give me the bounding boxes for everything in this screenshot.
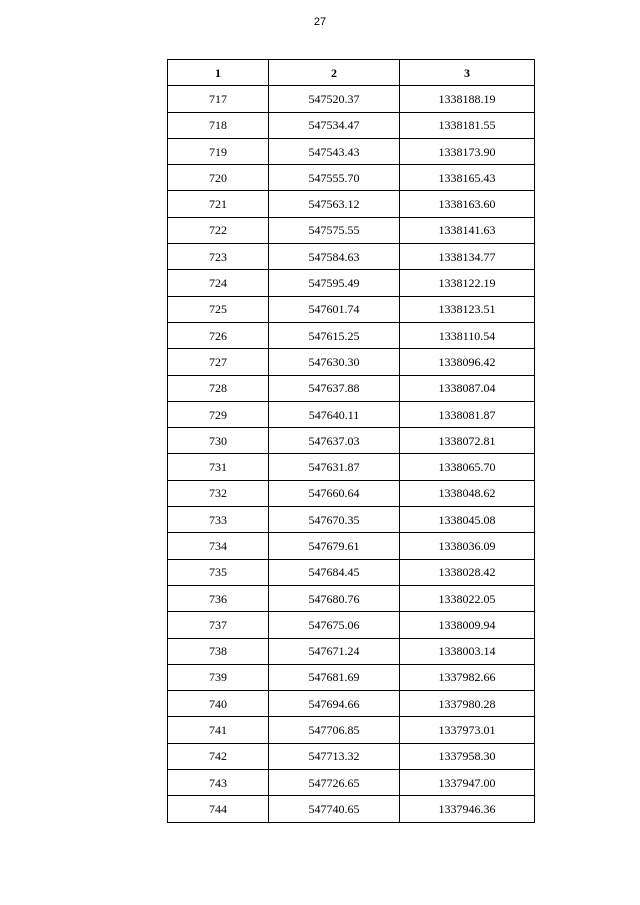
table-header [168, 60, 535, 86]
table-row [168, 638, 535, 664]
table-cell-col-2: 547679.61 [269, 533, 400, 559]
table-cell-col-2: 547615.25 [269, 322, 400, 348]
table-row [168, 612, 535, 638]
table-cell-col-3: 1338123.51 [400, 296, 535, 322]
table-row [168, 322, 535, 348]
table-row [168, 664, 535, 690]
table-cell-col-3: 1338134.77 [400, 244, 535, 270]
table-row [168, 401, 535, 427]
table-cell-col-1: 733 [168, 507, 269, 533]
table-cell-col-1: 740 [168, 691, 269, 717]
table-cell-col-3: 1338173.90 [400, 138, 535, 164]
table-cell-col-2: 547660.64 [269, 480, 400, 506]
table-cell-col-2: 547543.43 [269, 138, 400, 164]
table-cell-col-2: 547671.24 [269, 638, 400, 664]
table-cell-col-2: 547601.74 [269, 296, 400, 322]
table-cell-col-3: 1338009.94 [400, 612, 535, 638]
table-cell-col-1: 739 [168, 664, 269, 690]
table-cell-col-3: 1337947.00 [400, 770, 535, 796]
table-row [168, 375, 535, 401]
header-row [168, 60, 535, 86]
table-cell-col-3: 1338181.55 [400, 112, 535, 138]
table-cell-col-2: 547694.66 [269, 691, 400, 717]
table-cell-col-3: 1338081.87 [400, 401, 535, 427]
table-cell-col-3: 1337980.28 [400, 691, 535, 717]
table-cell-col-2: 547680.76 [269, 585, 400, 611]
table-cell-col-1: 734 [168, 533, 269, 559]
table-cell-col-3: 1338163.60 [400, 191, 535, 217]
table-cell-col-1: 735 [168, 559, 269, 585]
table-cell-col-2: 547637.88 [269, 375, 400, 401]
table-cell-col-2: 547520.37 [269, 86, 400, 112]
table-row [168, 507, 535, 533]
table-cell-col-2: 547555.70 [269, 165, 400, 191]
table-cell-col-2: 547684.45 [269, 559, 400, 585]
table-row [168, 270, 535, 296]
table-cell-col-2: 547713.32 [269, 743, 400, 769]
table-cell-col-1: 744 [168, 796, 269, 822]
table-cell-col-3: 1338188.19 [400, 86, 535, 112]
table-row [168, 165, 535, 191]
table-body [168, 86, 535, 822]
table-cell-col-1: 720 [168, 165, 269, 191]
table-cell-col-1: 725 [168, 296, 269, 322]
column-header-3: 3 [400, 60, 535, 86]
table-cell-col-2: 547595.49 [269, 270, 400, 296]
table-row [168, 244, 535, 270]
table-cell-col-3: 1338022.05 [400, 585, 535, 611]
coordinates-table [167, 59, 535, 823]
table-cell-col-3: 1338048.62 [400, 480, 535, 506]
table-cell-col-1: 724 [168, 270, 269, 296]
table-cell-col-2: 547637.03 [269, 428, 400, 454]
table-cell-col-3: 1337958.30 [400, 743, 535, 769]
table-cell-col-1: 741 [168, 717, 269, 743]
table-row [168, 349, 535, 375]
table-cell-col-2: 547740.65 [269, 796, 400, 822]
table-cell-col-3: 1337982.66 [400, 664, 535, 690]
table-cell-col-1: 732 [168, 480, 269, 506]
table-row [168, 86, 535, 112]
table-cell-col-1: 743 [168, 770, 269, 796]
table-cell-col-1: 728 [168, 375, 269, 401]
table-row [168, 691, 535, 717]
table-row [168, 296, 535, 322]
table-row [168, 717, 535, 743]
table-cell-col-1: 729 [168, 401, 269, 427]
table-cell-col-3: 1338141.63 [400, 217, 535, 243]
table-row [168, 480, 535, 506]
table-cell-col-2: 547706.85 [269, 717, 400, 743]
table-cell-col-2: 547726.65 [269, 770, 400, 796]
table-cell-col-3: 1338028.42 [400, 559, 535, 585]
table-cell-col-1: 717 [168, 86, 269, 112]
table-cell-col-3: 1338087.04 [400, 375, 535, 401]
table-row [168, 796, 535, 822]
table-cell-col-1: 730 [168, 428, 269, 454]
table-cell-col-2: 547681.69 [269, 664, 400, 690]
table-cell-col-1: 721 [168, 191, 269, 217]
table-row [168, 454, 535, 480]
table-cell-col-3: 1338122.19 [400, 270, 535, 296]
table-cell-col-1: 719 [168, 138, 269, 164]
table-cell-col-1: 737 [168, 612, 269, 638]
table-cell-col-3: 1338036.09 [400, 533, 535, 559]
table-cell-col-2: 547675.06 [269, 612, 400, 638]
table-cell-col-3: 1337973.01 [400, 717, 535, 743]
table-row [168, 191, 535, 217]
page-number: 27 [313, 16, 327, 28]
table-cell-col-2: 547630.30 [269, 349, 400, 375]
table-cell-col-3: 1338110.54 [400, 322, 535, 348]
table-cell-col-3: 1338003.14 [400, 638, 535, 664]
table-cell-col-2: 547534.47 [269, 112, 400, 138]
table-cell-col-3: 1338065.70 [400, 454, 535, 480]
table-row [168, 217, 535, 243]
table-cell-col-1: 742 [168, 743, 269, 769]
table-cell-col-2: 547584.63 [269, 244, 400, 270]
table-row [168, 559, 535, 585]
table-row [168, 585, 535, 611]
column-header-2: 2 [269, 60, 400, 86]
table-cell-col-3: 1338045.08 [400, 507, 535, 533]
table-cell-col-2: 547670.35 [269, 507, 400, 533]
table-cell-col-2: 547631.87 [269, 454, 400, 480]
table-cell-col-3: 1338096.42 [400, 349, 535, 375]
table-cell-col-2: 547640.11 [269, 401, 400, 427]
table-row [168, 533, 535, 559]
column-header-1: 1 [168, 60, 269, 86]
table-cell-col-1: 738 [168, 638, 269, 664]
table-cell-col-2: 547575.55 [269, 217, 400, 243]
table-row [168, 428, 535, 454]
table-cell-col-1: 736 [168, 585, 269, 611]
table-cell-col-1: 731 [168, 454, 269, 480]
table-row [168, 770, 535, 796]
table-cell-col-1: 726 [168, 322, 269, 348]
table-cell-col-3: 1338165.43 [400, 165, 535, 191]
table-cell-col-1: 722 [168, 217, 269, 243]
table-cell-col-3: 1337946.36 [400, 796, 535, 822]
table-cell-col-1: 727 [168, 349, 269, 375]
table-cell-col-1: 723 [168, 244, 269, 270]
table-cell-col-1: 718 [168, 112, 269, 138]
table-row [168, 138, 535, 164]
table-row [168, 743, 535, 769]
table-cell-col-2: 547563.12 [269, 191, 400, 217]
table-row [168, 112, 535, 138]
table-cell-col-3: 1338072.81 [400, 428, 535, 454]
